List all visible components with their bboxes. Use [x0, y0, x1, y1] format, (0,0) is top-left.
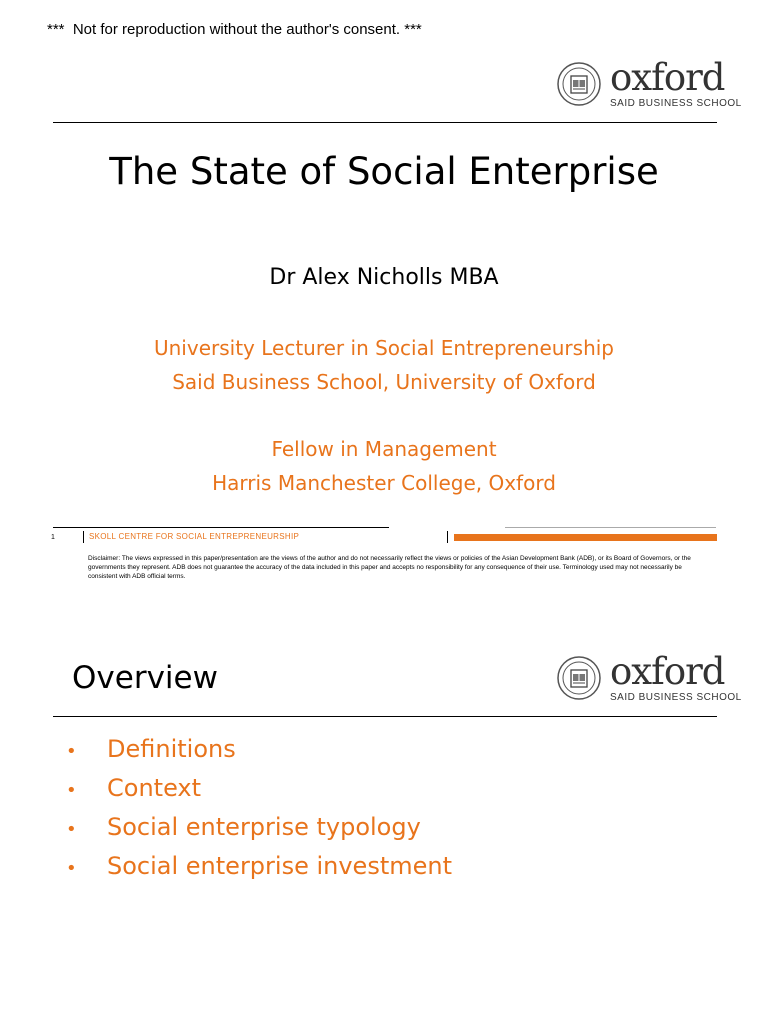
footer-separator	[447, 531, 448, 543]
page-number: 1	[51, 534, 55, 541]
oxford-logo	[556, 55, 742, 110]
logo-wordmark: oxford	[610, 649, 725, 693]
bullet-icon: •	[66, 819, 77, 840]
footer-separator	[83, 531, 84, 543]
bullet-text: Context	[107, 774, 202, 802]
oxford-crest-icon	[556, 58, 602, 110]
bullet-icon: •	[66, 780, 77, 801]
affiliation-line: Fellow in Management	[271, 437, 497, 461]
footer-label: SKOLL CENTRE FOR SOCIAL ENTREPRENEURSHIP	[89, 532, 300, 541]
slide-title: The State of Social Enterprise	[109, 150, 659, 193]
header-divider	[53, 122, 717, 123]
overview-bullet-list	[66, 735, 452, 891]
bullet-text: Social enterprise investment	[107, 852, 452, 880]
list-item	[66, 813, 452, 852]
list-item	[66, 735, 452, 774]
logo-subtitle: SAID BUSINESS SCHOOL	[610, 691, 742, 703]
logo-wordmark: oxford	[610, 55, 725, 99]
footer-accent-bar	[454, 534, 717, 541]
bullet-icon: •	[66, 858, 77, 879]
affiliation-line: Harris Manchester College, Oxford	[212, 471, 556, 495]
bullet-icon: •	[66, 741, 77, 762]
author-name: Dr Alex Nicholls MBA	[269, 265, 499, 290]
copyright-notice: *** Not for reproduction without the author's consent. ***	[47, 21, 422, 38]
overview-divider	[53, 716, 717, 717]
disclaimer-text: Disclaimer: The views expressed in this paper/presentation are the views of the author and do not necessarily reflect the views or policies of the Asian Development Bank (ADB), or its Board of Governors, or the governments they represent. ADB does not guarantee the accuracy of the data included in this paper and accepts no responsibility for any consequence of their use. Terminology used may not necessarily be consistent with ADB official terms.	[88, 555, 691, 580]
bullet-text: Social enterprise typology	[107, 813, 421, 841]
footer-divider	[505, 527, 716, 528]
overview-title: Overview	[72, 660, 218, 696]
affiliation-line: Said Business School, University of Oxford	[172, 370, 596, 394]
oxford-logo	[556, 649, 742, 704]
footer-divider	[53, 527, 389, 528]
logo-subtitle: SAID BUSINESS SCHOOL	[610, 97, 742, 109]
bullet-text: Definitions	[107, 735, 236, 763]
affiliation-line: University Lecturer in Social Entrepreneurship	[153, 336, 615, 360]
list-item	[66, 774, 452, 813]
list-item	[66, 852, 452, 891]
oxford-crest-icon	[556, 652, 602, 704]
